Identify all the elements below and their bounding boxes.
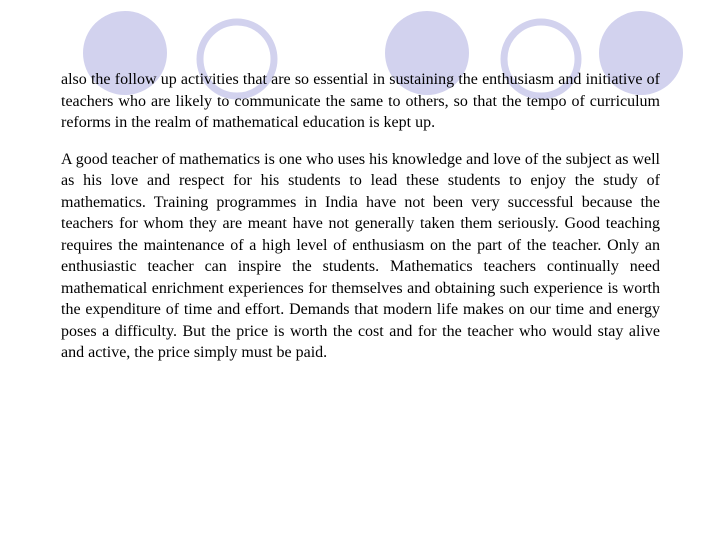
paragraph-1: also the follow up activities that are so essential in sustaining the enthusiasm and initiative of teachers who are likely to communicate the same to others, so that the tempo of curriculum reforms in the realm of mathematical education is kept up. bbox=[61, 71, 660, 131]
paragraph-2: A good teacher of mathematics is one who uses his knowledge and love of the subject as well as his love and respect for his students to lead these students to enjoy the study of mathematics. Training programmes in India have not been very successful because the teachers for whom they are meant have not generally taken them seriously. Good teaching requires the maintenance of a high level of enthusiasm on the part of the teacher. Only an enthusiastic teacher can inspire the students. Mathematics teachers continually need mathematical enrichment experiences for themselves and obtaining such experience is worth the expenditure of time and effort. Demands that modern life makes on our time and energy poses a difficulty. But the price is worth the cost and for the teacher who would stay alive and active, the price simply must be paid. bbox=[61, 150, 660, 361]
document-body bbox=[61, 69, 660, 364]
